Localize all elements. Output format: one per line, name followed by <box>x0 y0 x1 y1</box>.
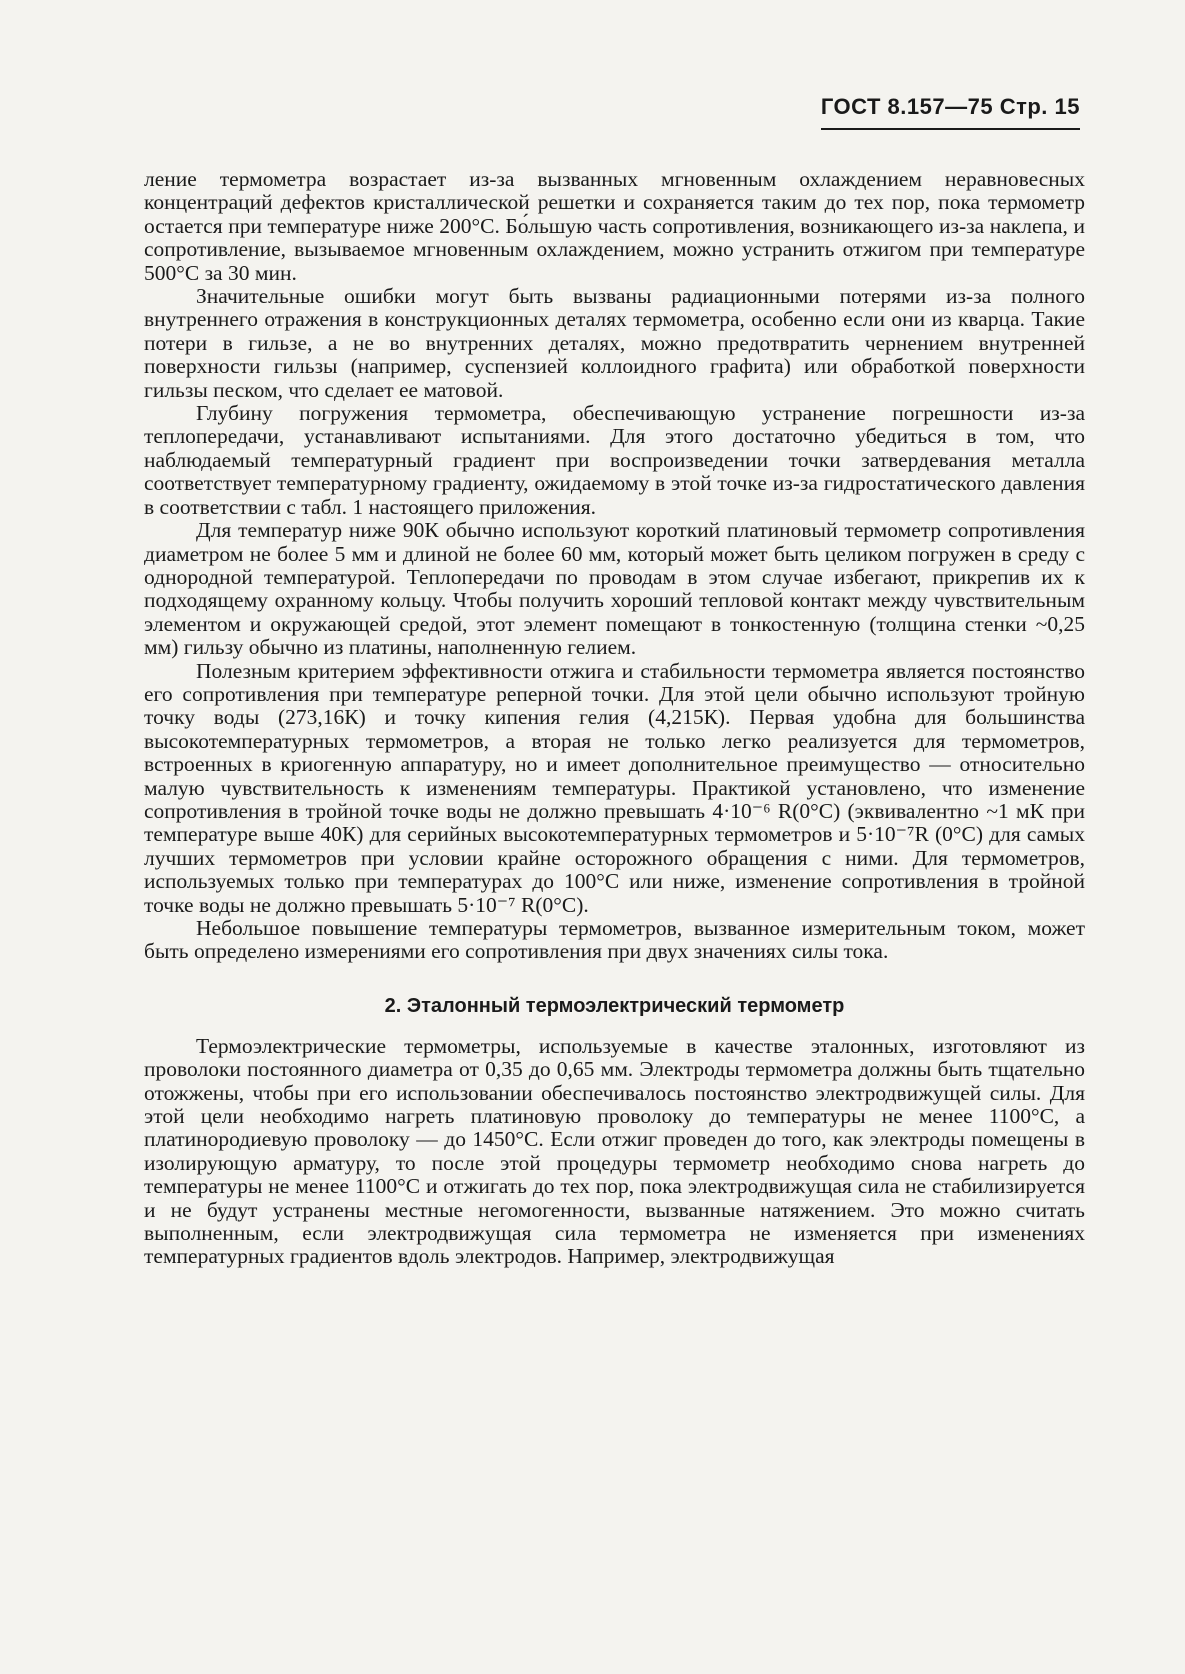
paragraph-stability-criterion: Полезным критерием эффективности отжига и стабильности термометра является постоянство его сопротивления при температуре реперной точки. Для этой цели обычно используют тройную точку воды (273,16К) и точку кипения гелия (4,215К). Первая удобна для большинства высокотемпературных термометров, а вторая не только легко реализуется для термометров, встроенных в криогенную аппаратуру, но и имеет дополнительное преимущество — относительно малую чувствительность к изменениям температуры. Практикой установлено, что изменение сопротивления в тройной точке воды не должно превышать 4·10⁻⁶ R(0°С) (эквивалентно ~1 мК при температуре выше 40К) для серийных высокотемпературных термометров и 5·10⁻⁷R (0°С) для самых лучших термометров при условии крайне осторожного обращения с ними. Для термометров, используемых только при температурах до 100°С или ниже, изменение сопротивления в тройной точке воды не должно превышать 5·10⁻⁷ R(0°С). <box>144 658 1085 917</box>
page-header: ГОСТ 8.157—75 Стр. 15 <box>821 94 1080 130</box>
paragraph-self-heating: Небольшое повышение температуры термометров, вызванное измерительным током, может быть определено измерениями его сопротивления при двух значениях силы тока. <box>144 916 1085 964</box>
paragraph-thermocouple: Термоэлектрические термометры, используемые в качестве эталонных, изготовляют из проволоки постоянного диаметра от 0,35 до 0,65 мм. Электроды термометра должны быть тщательно отожжены, чтобы при его использовании обеспечивалось постоянство электродвижущей силы. Для этой цели необходимо нагреть платиновую проволоку до температуры не менее 1100°С, а платинородиевую проволоку — до 1450°С. Если отжиг проведен до того, как электроды помещены в изолирующую арматуру, то после этой процедуры термометр необходимо снова нагреть до температуры не менее 1100°С и отжигать до тех пор, пока электродвижущая сила не стабилизируется и не будут устранены местные негомогенности, вызванные натяжением. Это можно считать выполненным, если электродвижущая сила термометра не изменяется при изменениях температурных градиентов вдоль электродов. Например, электродвижущая <box>144 1033 1085 1269</box>
document-body <box>144 168 1085 1269</box>
section-title: 2. Эталонный термоэлектрический термометр <box>384 994 845 1017</box>
paragraph-annealing: ление термометра возрастает из-за вызванных мгновенным охлаждением неравновесных концентраций дефектов кристаллической решетки и сохраняется таким до тех пор, пока термометр остается при температуре ниже 200°С. Бо́льшую часть сопротивления, возникающего из-за наклепа, и сопротивление, вызываемое мгновенным охлаждением, можно устранить отжигом при температуре 500°С за 30 мин. <box>144 167 1085 285</box>
paragraph-radiation-losses: Значительные ошибки могут быть вызваны радиационными потерями из-за полного внутреннего отражения в конструкционных деталях термометра, особенно если они из кварца. Такие потери в гильзе, а не во внутренних деталях, можно предотвратить чернением внутренней поверхности гильзы (например, суспензией коллоидного графита) или обработкой поверхности гильзы песком, что сделает ее матовой. <box>144 284 1085 402</box>
paragraph-low-temperature: Для температур ниже 90К обычно используют короткий платиновый термометр сопротивления диаметром не более 5 мм и длиной не более 60 мм, который может быть целиком погружен в среду с однородной температурой. Теплопередачи по проводам в этом случае избегают, прикрепив их к подходящему охранному кольцу. Чтобы получить хороший тепловой контакт между чувствительным элементом и окружающей средой, этот элемент помещают в тонкостенную (толщина стенки ~0,25 мм) гильзу обычно из платины, наполненную гелием. <box>144 518 1085 660</box>
paragraph-immersion-depth: Глубину погружения термометра, обеспечивающую устранение погрешности из-за теплопередачи, устанавливают испытаниями. Для этого достаточно убедиться в том, что наблюдаемый температурный градиент при воспроизведении точки затвердевания металла соответствует температурному градиенту, ожидаемому в этой точке из-за гидростатического давления в соответствии с табл. 1 настоящего приложения. <box>144 401 1085 519</box>
